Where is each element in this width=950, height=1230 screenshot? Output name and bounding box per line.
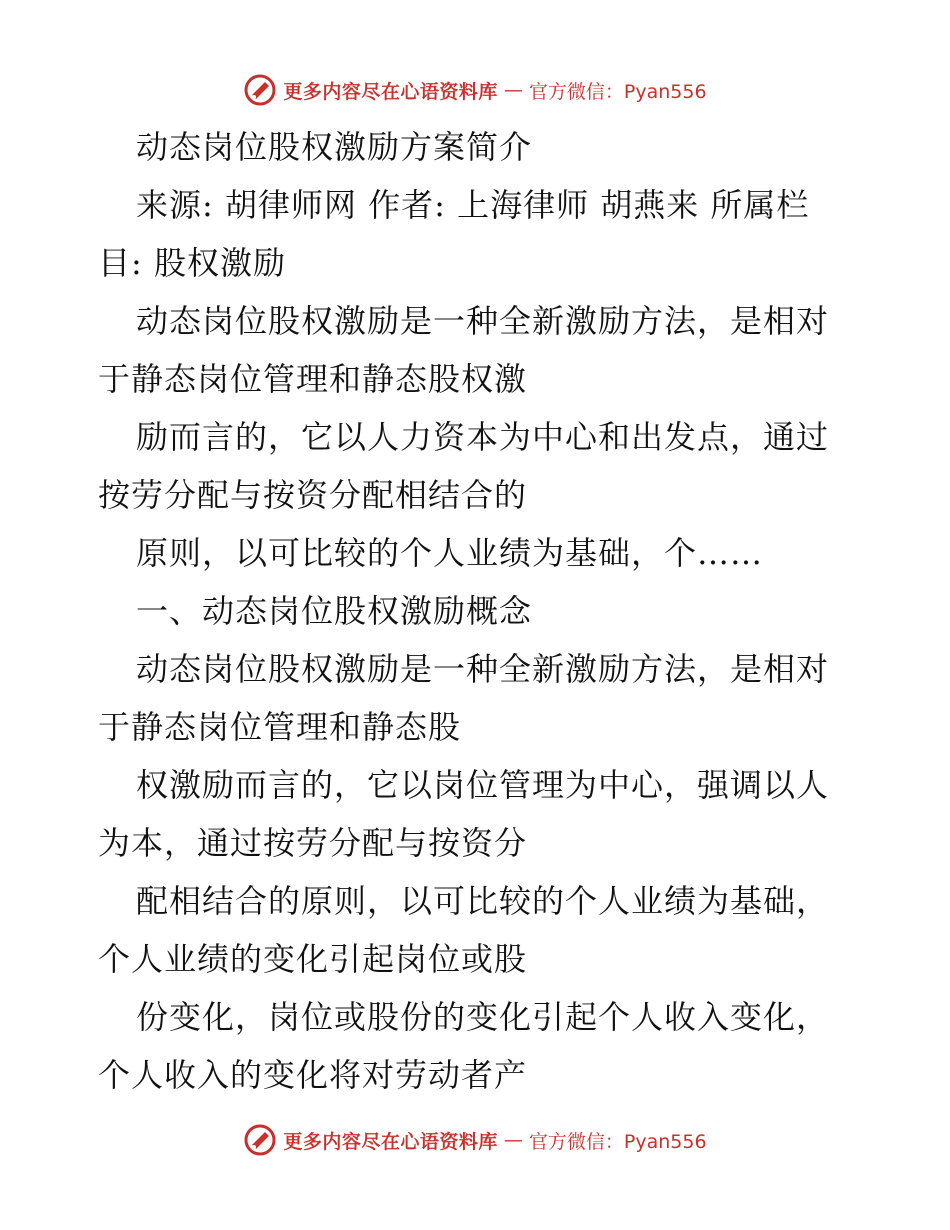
banner-title: 更多内容尽在心语资料库 <box>283 1130 498 1153</box>
paragraph-line: 动态岗位股权激励是一种全新激励方法，是相对 <box>136 302 830 340</box>
paragraph-line: 励而言的，它以人力资本为中心和出发点，通过 <box>136 418 830 456</box>
paragraph-line: 按劳分配与按资分配相结合的 <box>98 476 528 514</box>
document-title: 动态岗位股权激励方案简介 <box>136 128 533 166</box>
paragraph-line: 原则，以可比较的个人业绩为基础，个…… <box>136 534 764 572</box>
paragraph-line: 个人业绩的变化引起岗位或股 <box>98 940 528 978</box>
paragraph-line: 动态岗位股权激励是一种全新激励方法，是相对 <box>136 650 830 688</box>
paragraph-line: 为本，通过按劳分配与按资分 <box>98 824 528 862</box>
paragraph-line: 权激励而言的，它以岗位管理为中心，强调以人 <box>136 766 830 804</box>
banner-title: 更多内容尽在心语资料库 <box>283 80 498 103</box>
header-banner <box>0 68 950 112</box>
stamp-logo-icon <box>243 1123 277 1157</box>
stamp-logo-icon <box>243 73 277 107</box>
paragraph-line: 于静态岗位管理和静态股权激 <box>98 360 528 398</box>
footer-banner <box>0 1118 950 1162</box>
document-source-line: 来源: 胡律师网 作者: 上海律师 胡燕来 所属栏 <box>136 186 810 224</box>
banner-contact: 官方微信：Pyan556 <box>528 80 707 103</box>
document-source-line: 目: 股权激励 <box>98 244 286 282</box>
paragraph-line: 于静态岗位管理和静态股 <box>98 708 462 746</box>
banner-separator: — <box>503 1129 523 1151</box>
banner-contact: 官方微信：Pyan556 <box>528 1130 707 1153</box>
paragraph-line: 份变化，岗位或股份的变化引起个人收入变化， <box>136 998 830 1036</box>
paragraph-line: 配相结合的原则，以可比较的个人业绩为基础， <box>136 882 830 920</box>
document-body <box>98 118 858 1104</box>
banner-separator: — <box>503 79 523 101</box>
section-heading: 一、动态岗位股权激励概念 <box>136 592 533 630</box>
paragraph-line: 个人收入的变化将对劳动者产 <box>98 1056 528 1094</box>
